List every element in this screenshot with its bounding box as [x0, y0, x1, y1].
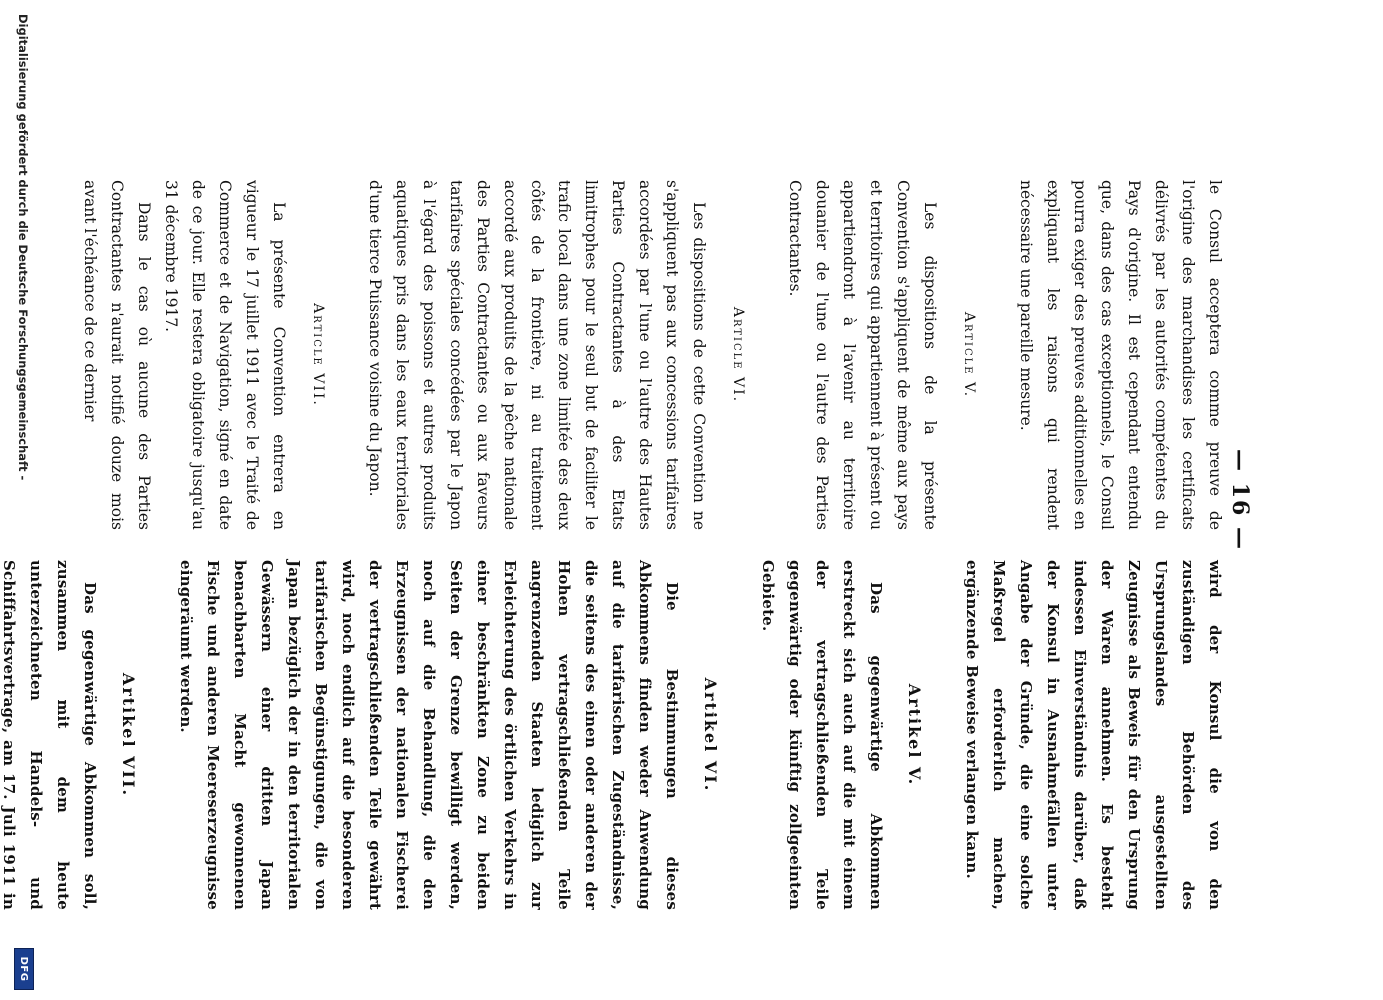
- german-artikel-vi-text: Die Bestimmungen dieses Abkommens finden weder Anwendung auf die tarifarischen Zugeständnisse, die seitens des einen oder anderen der Hohen vertragschließenden Teile angrenzenden Staaten lediglich zur Erleichterung des örtlichen Verkehrs in einer beschränkten Zone zu beiden Seiten der Grenze bewilligt werden, noch auf die Behandlung, die den Erzeugnissen der nationalen Fischerei der vertragschließenden Teile gewährt wird, noch endlich auf die besonderen tarifarischen Begünstigungen, die von Japan bezüglich der in den territorialen Gewässern einer dritten Japan benachbarten Macht gewonnenen Fische und anderen Meereserzeugnisse eingeräumt werden.: [177, 560, 681, 910]
- german-artikel-vii-heading: Artikel VII.: [119, 672, 138, 798]
- french-article-vi-text: Les dispositions de cette Convention ne s'appliquent pas aux concessions tarifaires accordées par l'une ou l'autre des Hautes Parties Contractantes à des Etats limitrophes pour le seul but de faciliter le trafic local dans une zone limitée des deux côtés de la frontière, ni au traitement accordé aux produits de la pêche nationale des Parties Contractantes ou aux faveurs tarifaires spéciales concédées par le Japon à l'égard des poissons et autres produits aquatiques pris dans les eaux territoriales d'une tierce Puissance voisine du Japon.: [366, 180, 708, 530]
- german-artikel-vii-text-1: Das gegenwärtige Abkommen soll, zusammen mit dem heute unterzeichneten Handels- und Schiffahrtsvertrage, am 17. Juli 1911 in: [0, 560, 99, 910]
- german-artikel-v-heading: Artikel V.: [905, 683, 924, 787]
- page-number: — 16 —: [1227, 449, 1253, 551]
- digitization-credit-text: Digitalisierung gefördert durch die Deutsche Forschungsgemeinschaft -: [16, 14, 30, 481]
- digitization-credit-bar: [0, 0, 48, 1000]
- french-article-v-heading: Article V.: [961, 311, 977, 399]
- french-article-vii-heading: Article VII.: [310, 303, 326, 407]
- french-paragraph-continued: le Consul acceptera comme preuve de l'origine des marchandises les certificats délivrés par les autorités compétentes du Pays d'origine. Il est cependant entendu que, dans des cas exceptionnels, le Consul pourra exiger des preuves additionnelles en expliquant les raisons qui rendent nécessaire une pareille mesure.: [1017, 180, 1224, 530]
- dfg-logo-icon: DFG: [14, 948, 34, 990]
- french-article-vii-text-2: Dans le cas où aucune des Parties Contractantes n'aurait notifié douze mois avant l'échéance de ce dernier: [81, 180, 153, 530]
- french-article-vii-text-1: La présente Convention entrera en vigueur le 17 juillet 1911 avec le Traité de Commerce et de Navigation, signé en date de ce jour. Elle restera obligatoire jusqu'au 31 décembre 1917.: [162, 180, 288, 530]
- french-article-v-text: Les dispositions de la présente Convention s'appliquent de même aux pays et territoires qui appartiennent à présent ou appartiendront à l'avenir au territoire douanier de l'une ou l'autre des Parties Contractantes.: [786, 180, 939, 530]
- german-artikel-vi-heading: Artikel VI.: [701, 677, 720, 793]
- french-column: [76, 180, 1228, 530]
- french-article-vi-heading: Article VI.: [730, 306, 746, 404]
- german-paragraph-continued: wird der Konsul die von den zuständigen Behörden des Ursprungslandes ausgestellten Zeugnisse als Beweis für den Ursprung der Waren annehmen. Es besteht indessen Einverständnis darüber, daß der Konsul in Ausnahmefällen unter Angabe der Gründe, die eine solche Maßregel erforderlich machen, ergänzende Beweise verlangen kann.: [963, 560, 1224, 910]
- german-artikel-v-text: Das gegenwärtige Abkommen erstreckt sich auch auf die mit einem der vertragschließenden Teile gegenwärtig oder künftig zollgeeinten Gebiete.: [759, 560, 885, 910]
- german-column: [0, 560, 1228, 910]
